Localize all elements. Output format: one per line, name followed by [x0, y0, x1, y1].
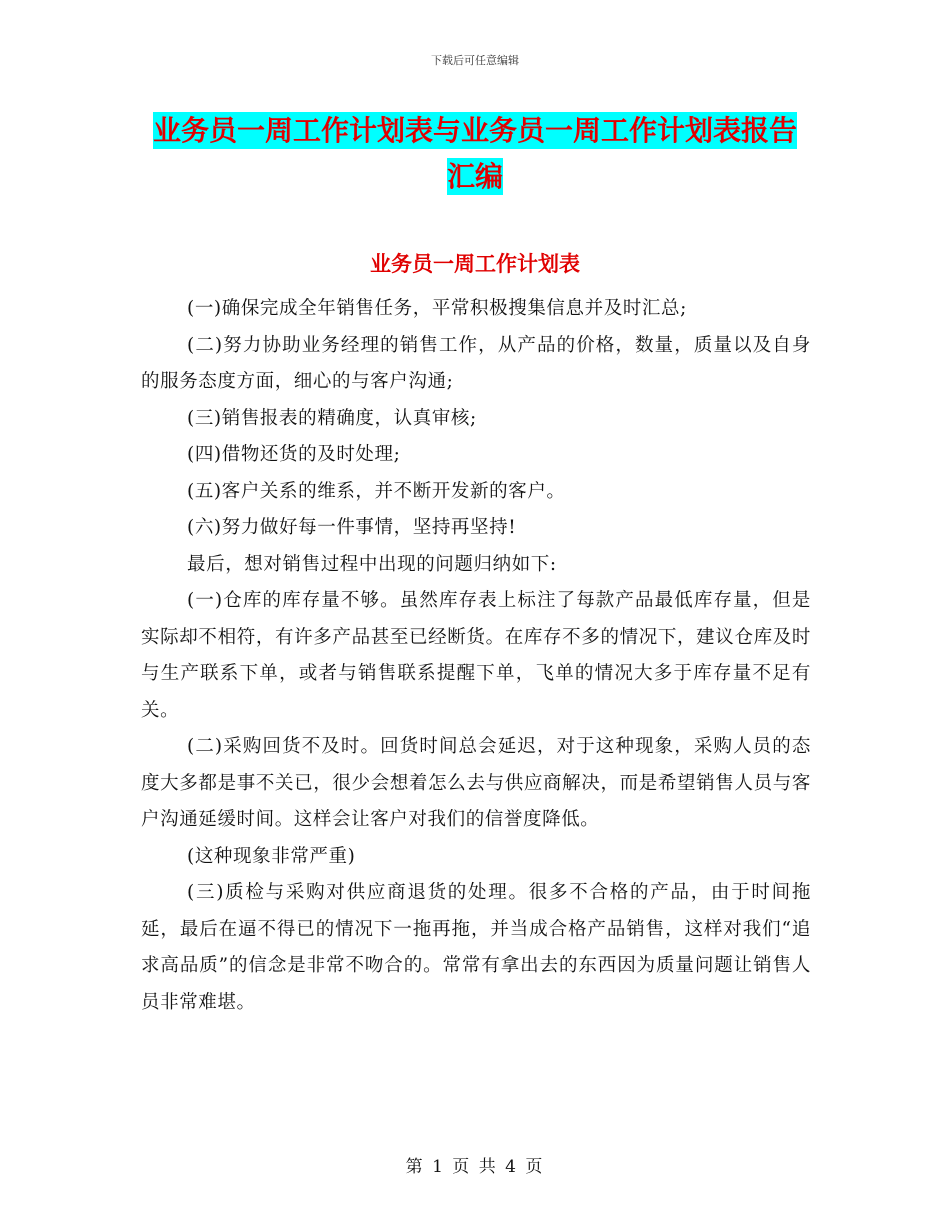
- paragraph: (三)销售报表的精确度，认真审核;: [187, 407, 477, 429]
- paragraph: (五)客户关系的维系，并不断开发新的客户。: [187, 480, 566, 502]
- page-number: 第 1 页 共 4 页: [405, 1157, 545, 1177]
- paragraph: (一)仓库的库存量不够。虽然库存表上标注了每款产品最低库存量，但是实际却不相符，有许多产品甚至已经断货。在库存不多的情况下，建议仓库及时与生产联系下单，或者与销售联系提醒下单，飞单的情况大多于库存量不足有关。: [141, 590, 811, 721]
- paragraph: 最后，想对销售过程中出现的问题归纳如下:: [187, 553, 557, 575]
- document-title: [140, 108, 810, 200]
- section-title: 业务员一周工作计划表: [370, 251, 580, 276]
- paragraph: (二)努力协助业务经理的销售工作，从产品的价格，数量，质量以及自身的服务态度方面，细心的与客户沟通;: [141, 334, 811, 392]
- document-title-line2: 汇编: [446, 160, 503, 193]
- paragraph: (一)确保完成全年销售任务，平常积极搜集信息并及时汇总;: [187, 298, 687, 319]
- paragraph: (四)借物还货的及时处理;: [187, 444, 401, 465]
- paragraph: (三)质检与采购对供应商退货的处理。很多不合格的产品，由于时间拖延，最后在逼不得已的情况下一拖再拖，并当成合格产品销售，这样对我们“追求高品质”的信念是非常不吻合的。常常有拿出去的东西因为质量问题让销售人员非常难堪。: [141, 882, 811, 1013]
- paragraph: (这种现象非常严重): [187, 845, 356, 867]
- document-title-line1: 业务员一周工作计划表与业务员一周工作计划表报告: [152, 114, 797, 147]
- paragraph: (二)采购回货不及时。回货时间总会延迟，对于这种现象，采购人员的态度大多都是事不关已，很少会想着怎么去与供应商解决，而是希望销售人员与客户沟通延缓时间。这样会让客户对我们的信誉度降低。: [141, 736, 811, 830]
- paragraph: (六)努力做好每一件事情，坚持再坚持!: [187, 517, 517, 538]
- page-header-note: 下载后可任意编辑: [431, 54, 519, 67]
- document-body: [141, 291, 811, 1021]
